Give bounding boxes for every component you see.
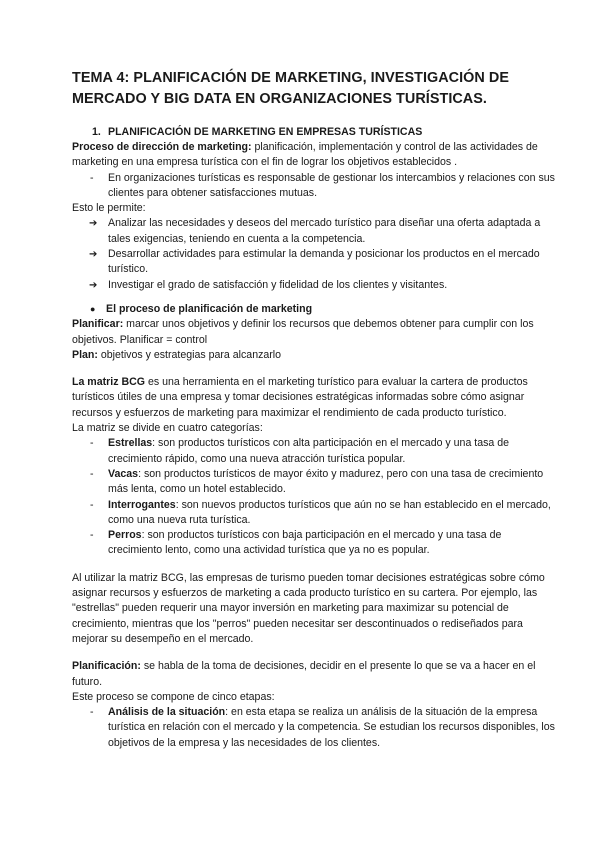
bcg-conclusion: Al utilizar la matriz BCG, las empresas de turismo pueden tomar decisiones estratégicas sobre cómo asignar recursos y esfuerzos de marketing a cada producto turístico en su cartera. Por ejemplo, las "estrellas" pueden requerir una mayor inversión en marketing para maximizar su potencial de crecimiento, mientras que los "perros" pueden necesitar ser descontinuados o rediseñados para mejorar su desempeño en el mercado. <box>72 571 545 645</box>
plan-paragraph <box>72 348 556 363</box>
arrow-item <box>72 278 556 293</box>
dash-marker: - <box>90 467 94 480</box>
bcg-intro-paragraph <box>72 375 556 421</box>
proceso-paragraph <box>72 140 556 171</box>
bcg-category-item <box>72 436 556 467</box>
bcg-category-text: : son nuevos productos turísticos que aún no se han establecido en el mercado, como una nueva ruta turística. <box>108 498 551 526</box>
bcg-category-label: Interrogantes <box>108 498 176 511</box>
arrow-item-text: Investigar el grado de satisfacción y fidelidad de los clientes y visitantes. <box>108 278 448 291</box>
etapa-text: : en esta etapa se realiza un análisis de la situación de la empresa turística en relación con el mercado y la competencia. Se estudian los recursos disponibles, los objetivos de la empresa y las necesidades de los clientes. <box>108 706 555 749</box>
planificar-label: Planificar: <box>72 318 124 331</box>
planificacion-text: se habla de la toma de decisiones, decidir en el presente lo que se va a hacer en el futuro. <box>72 660 536 688</box>
dash-marker: - <box>90 437 94 450</box>
esto-le-permite: Esto le permite: <box>72 202 146 215</box>
section-heading <box>72 125 556 140</box>
dash-item <box>72 171 556 202</box>
bcg-divide: La matriz se divide en cuatro categorías: <box>72 422 263 435</box>
dash-marker: - <box>90 706 94 719</box>
bcg-category-item <box>72 498 556 529</box>
bcg-category-label: Perros <box>108 529 142 542</box>
arrow-icon: ➔ <box>89 279 98 291</box>
bcg-intro-text: es una herramienta en el marketing turístico para evaluar la cartera de productos turísticos útiles de una empresa y tomar decisiones estratégicas informadas sobre cómo asignar recursos y esfuerzos de marketing para maximizar el rendimiento de cada producto turístico. <box>72 376 528 419</box>
dash-marker: - <box>90 529 94 542</box>
arrow-item-text: Desarrollar actividades para estimular la demanda y posicionar los productos en el mercado turístico. <box>108 248 540 276</box>
dash-marker: - <box>90 171 94 184</box>
dash-item-text: En organizaciones turísticas es responsable de gestionar los intercambios y relaciones con sus clientes para obtener satisfacciones mutuas. <box>108 171 555 199</box>
section-number: 1. <box>92 126 101 138</box>
proceso-label: Proceso de dirección de marketing: <box>72 141 252 153</box>
planificar-text: marcar unos objetivos y definir los recursos que debemos obtener para cumplir con los objetivos. Planificar = control <box>72 318 534 346</box>
subsection-heading <box>72 302 556 317</box>
bcg-category-item <box>72 467 556 498</box>
proceso-text: planificación, implementación y control de las actividades de marketing en una empresa turística con el fin de lograr los objetivos establecidos . <box>72 141 538 169</box>
etapa-item <box>72 705 556 751</box>
planificar-paragraph <box>72 317 556 348</box>
bullet-icon: ● <box>90 303 96 314</box>
bcg-category-text: : son productos turísticos de mayor éxito y madurez, pero con una tasa de crecimiento más lenta, como un hotel establecido. <box>108 467 544 496</box>
bcg-category-text: : son productos turísticos con alta participación en el mercado y una tasa de crecimiento rápido, como una nueva atracción turística popular. <box>108 437 510 465</box>
section-heading-text: PLANIFICACIÓN DE MARKETING EN EMPRESAS TURÍSTICAS <box>108 126 423 138</box>
dash-marker: - <box>90 498 94 511</box>
planificacion-label: Planificación: <box>72 660 141 673</box>
subsection-heading-text: El proceso de planificación de marketing <box>106 302 313 315</box>
bcg-category-label: Vacas <box>108 467 139 480</box>
arrow-item <box>72 216 556 247</box>
arrow-icon: ➔ <box>89 218 98 230</box>
bcg-category-label: Estrellas <box>108 437 153 450</box>
arrow-item <box>72 247 556 278</box>
page-title: TEMA 4: PLANIFICACIÓN DE MARKETING, INVESTIGACIÓN DE MERCADO Y BIG DATA EN ORGANIZACIONES TURÍSTICAS. <box>72 70 509 107</box>
plan-text: objetivos y estrategias para alcanzarlo <box>97 348 282 361</box>
bcg-category-text: : son productos turísticos con baja participación en el mercado y una tasa de crecimiento lento, como una actividad turística que ya no es popular. <box>108 529 502 557</box>
plan-label: Plan: <box>72 348 98 361</box>
etapas-intro: Este proceso se compone de cinco etapas: <box>72 690 275 703</box>
etapa-label: Análisis de la situación <box>108 706 226 719</box>
bcg-label: La matriz BCG <box>72 376 145 389</box>
bcg-category-item <box>72 528 556 559</box>
planificacion-paragraph <box>72 659 556 690</box>
arrow-icon: ➔ <box>89 249 98 261</box>
arrow-item-text: Analizar las necesidades y deseos del mercado turístico para diseñar una oferta adaptada a tales exigencias, teniendo en cuenta a la competencia. <box>108 217 541 245</box>
